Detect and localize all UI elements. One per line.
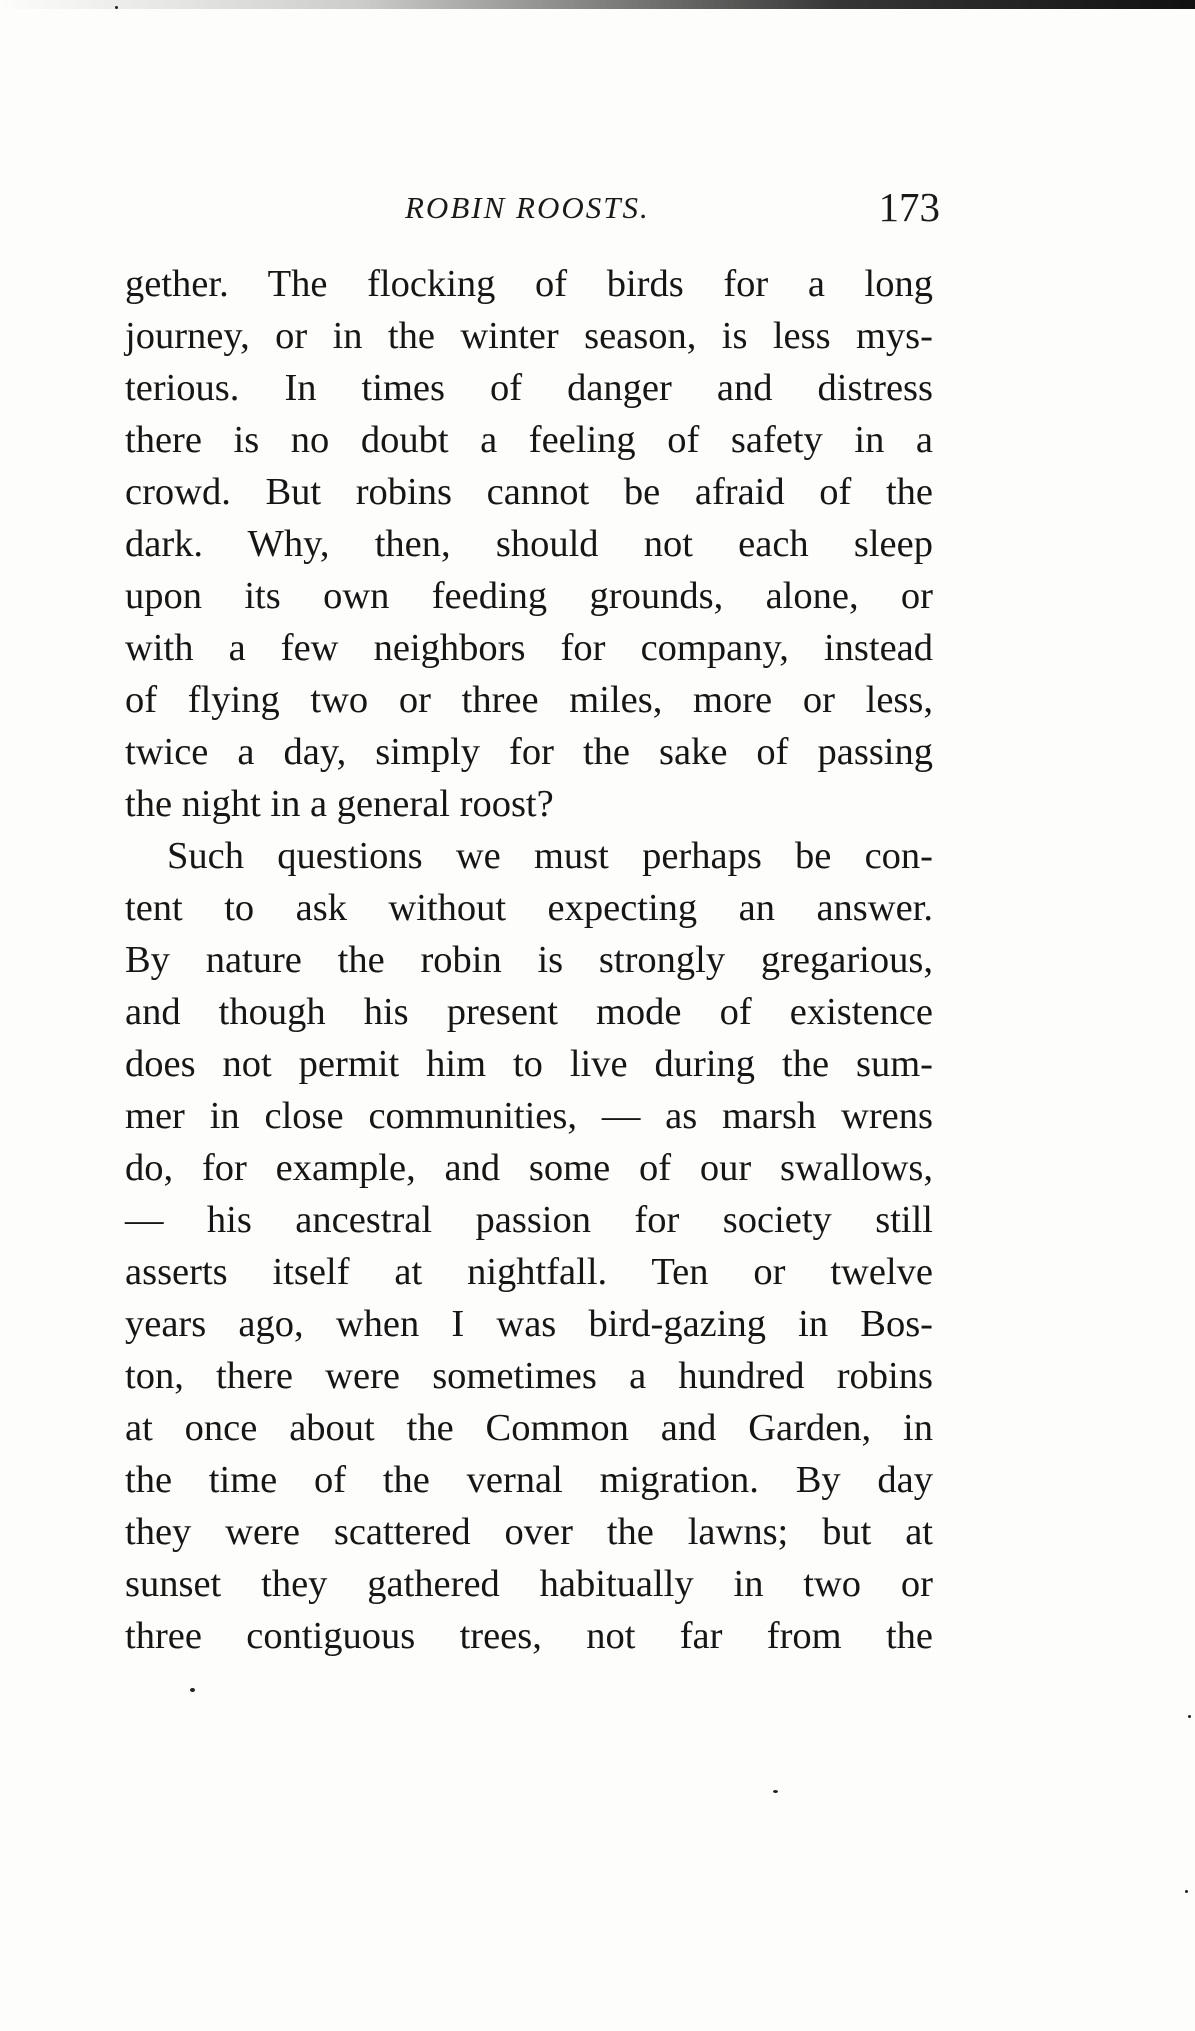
running-head (125, 178, 940, 248)
text-line: Such questions we must perhaps be con- (167, 835, 933, 877)
print-speck (1188, 1715, 1191, 1718)
text-line: gether. The flocking of birds for a long (125, 263, 933, 305)
text-line: three contiguous trees, not far from the (125, 1615, 933, 1657)
text-line: does not permit him to live during the sum- (125, 1043, 933, 1085)
print-speck (115, 6, 118, 9)
body-text (125, 258, 933, 1662)
text-line: — his ancestral passion for society still (125, 1199, 933, 1241)
text-line: there is no doubt a feeling of safety in a (125, 419, 933, 461)
text-line: upon its own feeding grounds, alone, or (125, 575, 933, 617)
print-speck (190, 1688, 195, 1692)
text-line: at once about the Common and Garden, in (125, 1407, 933, 1449)
text-line: mer in close communities, — as marsh wrens (125, 1095, 933, 1137)
text-line: do, for example, and some of our swallows, (125, 1147, 933, 1189)
text-line: terious. In times of danger and distress (125, 367, 933, 409)
text-line: dark. Why, then, should not each sleep (125, 523, 933, 565)
text-line: asserts itself at nightfall. Ten or twelve (125, 1251, 933, 1293)
text-line: they were scattered over the lawns; but at (125, 1511, 933, 1553)
page-top-edge-shadow (0, 0, 1195, 9)
text-line: tent to ask without expecting an answer. (125, 887, 933, 929)
text-line: with a few neighbors for company, instead (125, 627, 933, 669)
text-line: the night in a general roost? (125, 783, 554, 825)
text-line: of flying two or three miles, more or less, (125, 679, 933, 721)
print-speck (773, 1790, 778, 1793)
running-title: ROBIN ROOSTS. (405, 190, 650, 225)
text-line: twice a day, simply for the sake of passing (125, 731, 933, 773)
text-line: ton, there were sometimes a hundred robins (125, 1355, 933, 1397)
text-line: journey, or in the winter season, is less mys- (125, 315, 933, 357)
text-line: crowd. But robins cannot be afraid of the (125, 471, 933, 513)
paragraph-2 (125, 830, 933, 1662)
text-line: and though his present mode of existence (125, 991, 933, 1033)
page-number: 173 (878, 184, 940, 230)
print-speck (1185, 1890, 1188, 1893)
text-line: sunset they gathered habitually in two or (125, 1563, 933, 1605)
text-line: years ago, when I was bird-gazing in Bos- (125, 1303, 933, 1345)
paragraph-1 (125, 258, 933, 830)
text-line: the time of the vernal migration. By day (125, 1459, 933, 1501)
text-line: By nature the robin is strongly gregarious, (125, 939, 933, 981)
